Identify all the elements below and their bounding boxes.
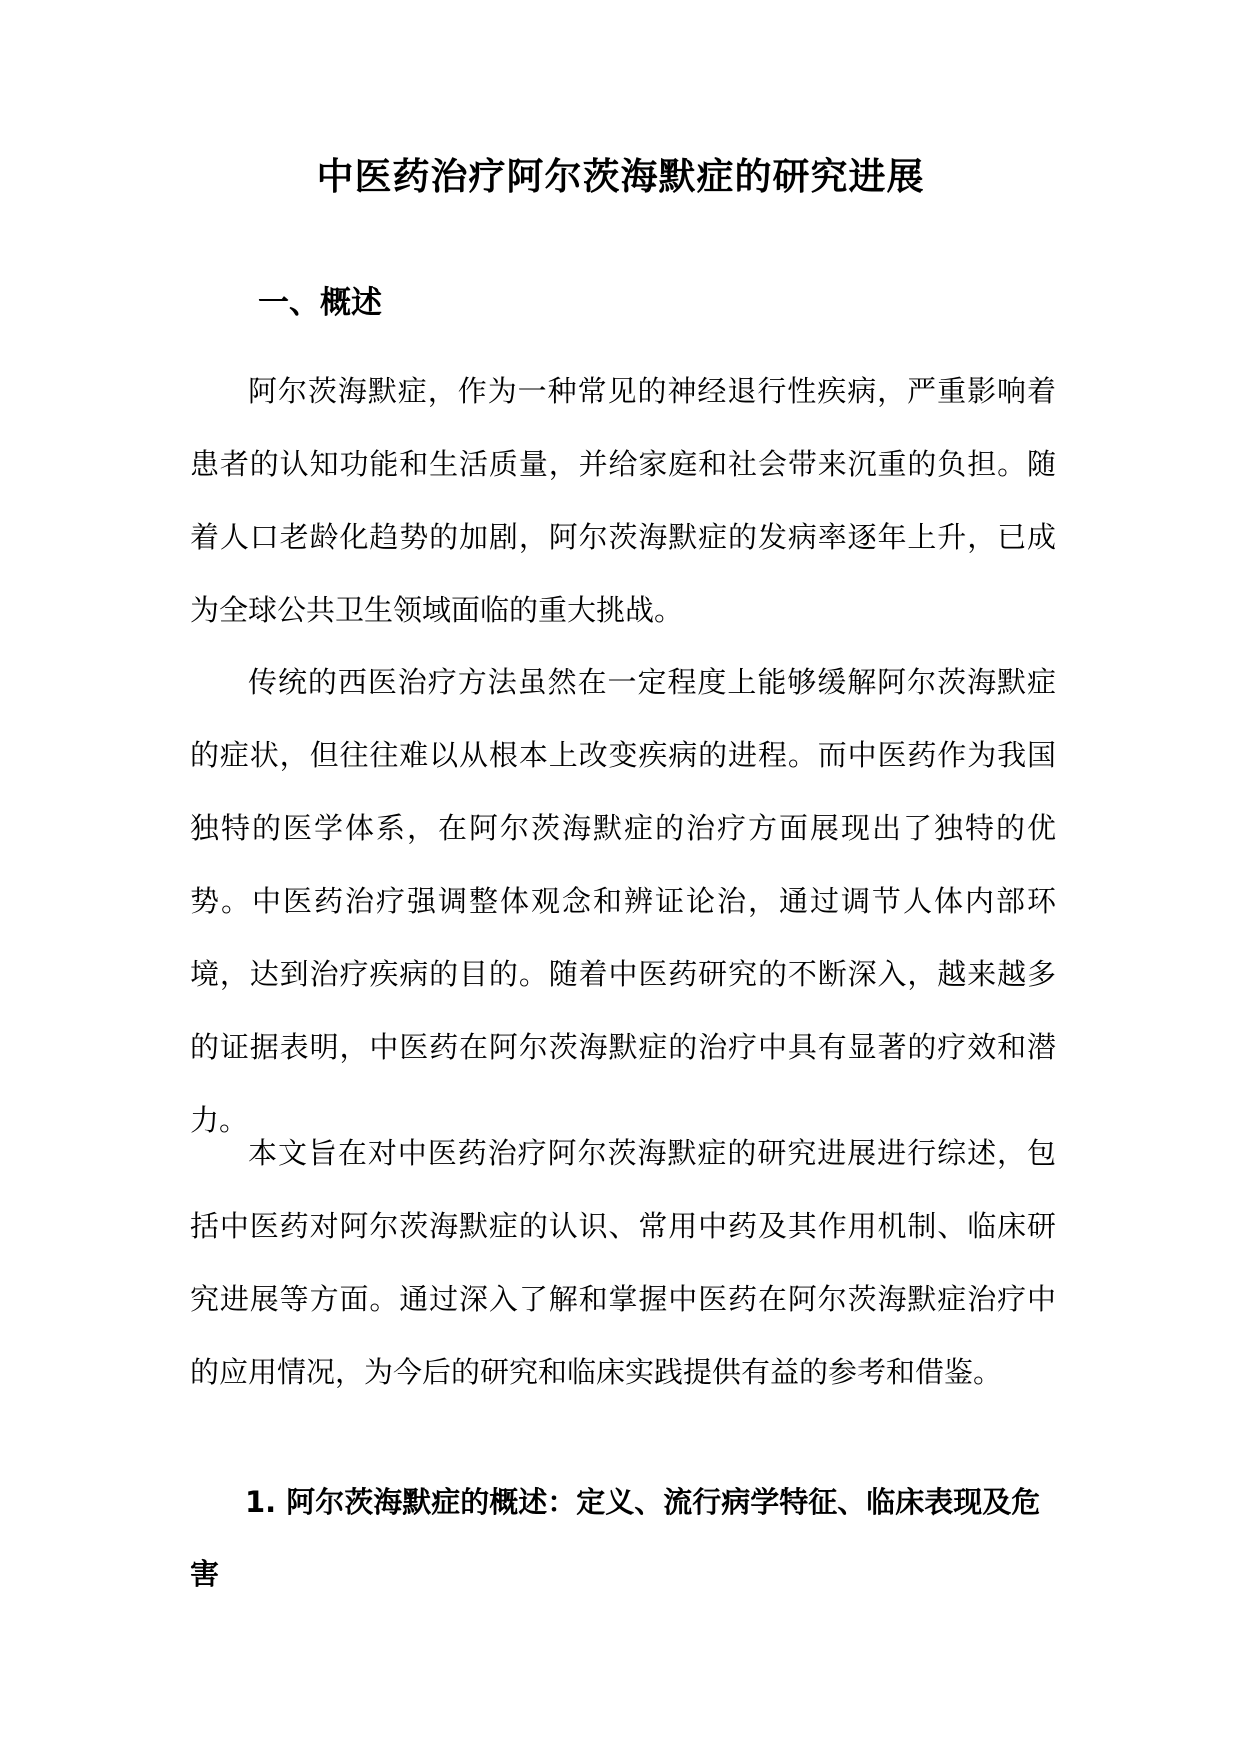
paragraph-1: 阿尔茨海默症，作为一种常见的神经退行性疾病，严重影响着患者的认知功能和生活质量，并给家庭和社会带来沉重的负担。随着人口老龄化趋势的加剧，阿尔茨海默症的发病率逐年上升，已成为全球公共卫生领域面临的重大挑战。 bbox=[190, 374, 1056, 627]
section-heading-overview: 一、概述 bbox=[258, 285, 382, 321]
document-title: 中医药治疗阿尔茨海默症的研究进展 bbox=[316, 154, 925, 198]
paragraph-3: 本文旨在对中医药治疗阿尔茨海默症的研究进展进行综述，包括中医药对阿尔茨海默症的认识、常用中药及其作用机制、临床研究进展等方面。通过深入了解和掌握中医药在阿尔茨海默症治疗中的应用情况，为今后的研究和临床实践提供有益的参考和借鉴。 bbox=[190, 1136, 1056, 1389]
subsection-heading-1: 1. 阿尔茨海默症的概述：定义、流行病学特征、临床表现及危害 bbox=[190, 1485, 1041, 1591]
paragraph-2: 传统的西医治疗方法虽然在一定程度上能够缓解阿尔茨海默症的症状，但往往难以从根本上改变疾病的进程。而中医药作为我国独特的医学体系，在阿尔茨海默症的治疗方面展现出了独特的优势。中医药治疗强调整体观念和辨证论治，通过调节人体内部环境，达到治疗疾病的目的。随着中医药研究的不断深入，越来越多的证据表明，中医药在阿尔茨海默症的治疗中具有显著的疗效和潜力。 bbox=[190, 665, 1056, 1137]
